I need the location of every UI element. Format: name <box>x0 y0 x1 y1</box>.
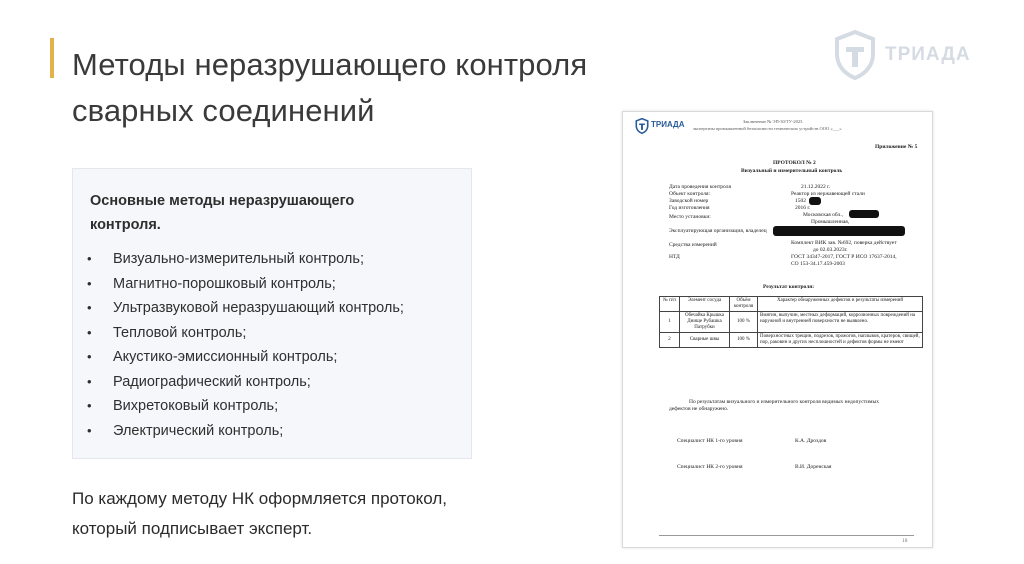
table-header: Характер обнаруженных дефектов и результаты измерений <box>758 297 923 312</box>
doc-field-value: Промышленная, <box>811 219 850 225</box>
slide-title-line2: сварных соединений <box>72 93 375 128</box>
doc-field-label: НТД <box>669 254 680 260</box>
doc-page-number: 18 <box>902 538 908 544</box>
slide-title <box>72 42 587 134</box>
table-cell: 100 % <box>730 312 758 333</box>
doc-field-value: 1502 <box>795 198 806 204</box>
triada-logo <box>833 30 973 82</box>
table-row <box>660 333 923 348</box>
doc-field-value: Московская обл., <box>803 212 844 218</box>
doc-field-label: Эксплуатирующая организация, владелец <box>669 228 767 234</box>
table-cell: Обечайка Крышка Днище Рубашка Патрубки <box>680 312 730 333</box>
list-item: • Электрический контроль; <box>87 422 284 439</box>
doc-field-value: 21.12.2022 г. <box>801 184 831 190</box>
doc-field-value: ГОСТ 34347-2017, ГОСТ Р ИСО 17637-2014, <box>791 254 897 260</box>
methods-box <box>72 168 472 459</box>
protocol-document-image <box>622 111 933 548</box>
list-item: • Визуально-измерительный контроль; <box>87 251 364 267</box>
doc-appendix: Приложение № 5 <box>875 144 918 150</box>
doc-signer1-label: Специалист НК 1-го уровня <box>677 438 743 444</box>
footer-line2: который подписывает эксперт. <box>72 519 313 538</box>
doc-header-line1: Заключение № ЭП-30/ТУ-2023 <box>743 119 803 124</box>
doc-header-line2: экспертизы промышленной безопасности технических устройств ООО «___» <box>693 126 842 131</box>
doc-logo-text: ТРИАДА <box>651 120 685 129</box>
title-accent-bar <box>50 38 54 78</box>
table-row <box>660 312 923 333</box>
doc-field-label: Средства измерений <box>669 242 717 248</box>
table-cell: 2 <box>660 333 680 348</box>
list-item: • Магнитно-порошковый контроль; <box>87 275 336 292</box>
doc-field-value: 2016 г. <box>795 205 811 211</box>
list-item: • Тепловой контроль; <box>87 324 247 341</box>
doc-results-table <box>659 296 923 348</box>
shield-logo-icon <box>833 30 877 80</box>
doc-results-title: Результат контроля: <box>763 284 815 290</box>
table-header: Элемент сосуда <box>680 297 730 312</box>
list-item: • Ультразвуковой неразрушающий контроль; <box>87 300 404 316</box>
doc-field-label: Год изготовления <box>669 205 710 211</box>
table-cell: Вмятин, выпучин, местных деформаций, коррозионных повреждений на наружной и внутренней поверхности не выявлено. <box>758 312 923 333</box>
doc-conclusion-line2: дефектов не обнаружено. <box>669 406 729 412</box>
doc-signer2-name: В.И. Доренская <box>795 464 832 470</box>
slide-title-line1: Методы неразрушающего контроля <box>72 47 588 82</box>
doc-field-value: Реактор из нержавеющей стали <box>791 191 865 197</box>
doc-field-label: Заводской номер <box>669 198 709 204</box>
doc-field-value: до 02.03.2023г. <box>813 247 848 253</box>
doc-field-label: Место установки: <box>669 214 711 220</box>
doc-field-value: Комплект ВИК зав. №692, поверка действует <box>791 240 897 246</box>
doc-shield-logo-icon <box>635 118 649 134</box>
logo-text: ТРИАДА <box>885 44 971 65</box>
table-header-row <box>660 297 923 312</box>
table-header: № п/п <box>660 297 680 312</box>
doc-conclusion-line1: По результатам визуального и измерительного контроля видимых недопустимых <box>689 399 879 405</box>
table-cell: Поверхностных трещин, подрезов, прожогов, наплывов, кратеров, свищей, пор, раковин и других несплошностей и дефектов формы не имеют <box>758 333 923 348</box>
doc-field-label: Объект контроля: <box>669 191 711 197</box>
list-item: • Вихретоковый контроль; <box>87 398 279 414</box>
footer-note <box>72 484 542 544</box>
doc-signer1-name: К.А. Дроздов <box>795 438 827 444</box>
table-header: Объём контроля <box>730 297 758 312</box>
table-cell: 100 % <box>730 333 758 348</box>
table-cell: 1 <box>660 312 680 333</box>
footer-line1: По каждому методу НК оформляется протокол, <box>72 489 448 508</box>
doc-field-value: СО 153-34.17.459-2003 <box>791 261 845 267</box>
redaction-mark <box>809 197 821 205</box>
list-item: • Радиографический контроль; <box>87 373 311 390</box>
list-item: • Акустико-эмиссионный контроль; <box>87 349 338 365</box>
doc-signer2-label: Специалист НК 2-го уровня <box>677 464 743 470</box>
table-cell: Сварные швы <box>680 333 730 348</box>
redaction-mark <box>773 226 905 236</box>
doc-protocol-subtitle: Визуальный и измерительный контроль <box>741 168 843 174</box>
doc-field-label: Дата проведения контроля <box>669 184 732 190</box>
doc-protocol-title: ПРОТОКОЛ № 2 <box>773 160 816 166</box>
methods-heading: Основные методы неразрушающего контроля. <box>90 193 355 233</box>
redaction-mark <box>849 210 879 218</box>
doc-footer-rule <box>659 535 914 536</box>
methods-list <box>87 247 404 443</box>
